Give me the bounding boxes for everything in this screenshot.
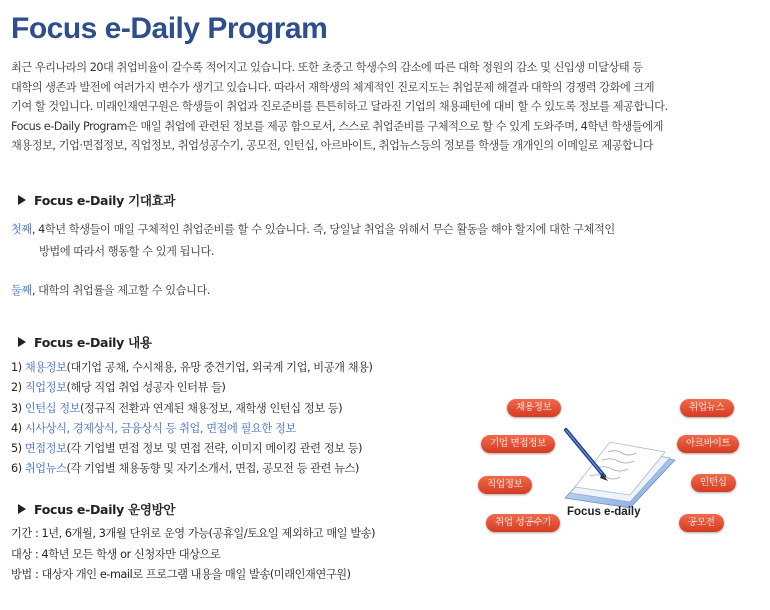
list-item-name: 인턴십 정보 (24, 401, 81, 415)
intro-line: 채용정보, 기업·면접정보, 직업정보, 취업성공수기, 공모전, 인턴십, 아르바이트, 취업뉴스등의 정보를 학생들 개개인의 이메일로 제공합니다 (11, 139, 654, 152)
operation-target: 대상 : 4학년 모든 학생 or 신청자만 대상으로 (11, 547, 221, 561)
intro-line: 대학의 생존과 발전에 여러가지 변수가 생기고 있습니다. 따라서 재학생의 체계적인 진로지도는 취업문제 해결과 대학의 경쟁력 강화에 크게 (11, 80, 655, 94)
effect-second (11, 280, 731, 302)
list-item-name: 취업뉴스 (24, 462, 67, 476)
list-item-desc: (각 기업별 면접 정보 및 면접 전략, 이미지 메이킹 관련 정보 등) (66, 442, 363, 456)
list-item (11, 358, 451, 378)
pill-contest: 공모전 (679, 514, 724, 532)
intro-line: Focus e-Daily Program은 매일 취업에 관련된 정보를 제공 함으로서, 스스로 취업준비를 구체적으로 할 수 있게 도와주며, 4학년 학생들에게 (11, 119, 663, 133)
pill-success-story: 취업 성공수기 (486, 514, 560, 532)
list-item-number: 2) (11, 381, 25, 395)
effect-first-ordinal: 첫째 (11, 223, 32, 236)
intro-line: 기여 할 것입니다. 미래인재연구원은 학생들이 취업과 진로준비를 튼튼히하고 달라진 기업의 채용패턴에 대비 할 수 있도록 정보를 제공합니다. (11, 100, 668, 113)
contents-list (11, 358, 451, 480)
effect-second-text: , 대학의 취업률을 제고할 수 있습니다. (31, 284, 211, 297)
pill-job-info: 직업정보 (478, 476, 532, 494)
triangle-bullet-icon (18, 337, 26, 347)
pill-company-interview: 기업 면접정보 (481, 435, 555, 453)
list-item (11, 419, 451, 439)
effect-first-continuation: 방법에 따라서 행동할 수 있게 됩니다. (39, 245, 215, 258)
contents-heading (18, 333, 152, 351)
operation-period: 기간 : 1년, 6개월, 3개월 단위로 운영 가능(공휴일/토요일 제외하고 매일 발송) (11, 527, 376, 540)
list-item (11, 399, 451, 419)
effects-heading-label: Focus e-Daily 기대효과 (34, 193, 176, 208)
effect-first (11, 219, 731, 263)
list-item-desc: (대기업 공채, 수시채용, 유망 중견기업, 외국계 기업, 비공개 채용) (66, 361, 373, 374)
triangle-bullet-icon (18, 504, 26, 514)
pill-job-news: 취업뉴스 (680, 399, 734, 417)
operation-heading (18, 500, 175, 518)
triangle-bullet-icon (18, 195, 26, 205)
list-item-number: 5) (11, 442, 25, 456)
list-item-number: 3) (11, 401, 25, 415)
intro-line: 최근 우리나라의 20대 취업비율이 갈수록 적어지고 있습니다. 또한 초중고 학생수의 감소에 따른 대학 정원의 감소 및 신입생 미달상태 등 (11, 61, 643, 74)
contents-heading-label: Focus e-Daily 내용 (34, 335, 152, 350)
effect-first-text: , 4학년 학생들이 매일 구체적인 취업준비를 할 수 있습니다. 즉, 당일날 취업을 위해서 무슨 활동을 해야 할지에 대한 구체적인 (31, 223, 615, 236)
pill-part-time: 아르바이트 (677, 435, 739, 453)
list-item-number: 1) (11, 361, 25, 374)
list-item-desc: (각 기업별 채용동향 및 자기소개서, 면접, 공모전 등 관련 뉴스) (66, 462, 359, 476)
pill-internship: 인턴십 (691, 474, 736, 492)
operation-list (11, 524, 461, 586)
list-item (11, 459, 451, 479)
list-item (11, 439, 451, 459)
list-item-name: 시사상식, 경제상식, 금융상식 등 취업, 면접에 필요한 정보 (24, 421, 296, 435)
focus-diagram (470, 390, 760, 540)
list-item-desc: (정규직 전환과 연계된 채용정보, 재학생 인턴십 정보 등) (80, 401, 343, 415)
list-item-name: 면접정보 (24, 442, 67, 456)
list-item-number: 4) (11, 421, 25, 435)
operation-method: 방법 : 대상자 개인 e-mail로 프로그램 내용을 매일 발송(미래인재연구원) (11, 568, 351, 581)
operation-heading-label: Focus e-Daily 운영방안 (34, 502, 176, 517)
page-title: Focus e-Daily Program (11, 12, 328, 45)
pill-recruit-info: 채용정보 (507, 399, 561, 417)
list-item-name: 직업정보 (24, 381, 67, 395)
effects-heading (18, 191, 175, 209)
diagram-center-label: Focus e-daily (567, 506, 641, 518)
list-item (11, 378, 451, 398)
list-item-number: 6) (11, 462, 25, 476)
list-item-desc: (해당 직업 취업 성공자 인터뷰 들) (66, 381, 226, 395)
intro-paragraph (11, 58, 766, 156)
list-item-name: 채용정보 (24, 361, 67, 374)
effect-second-ordinal: 둘째 (11, 284, 32, 297)
